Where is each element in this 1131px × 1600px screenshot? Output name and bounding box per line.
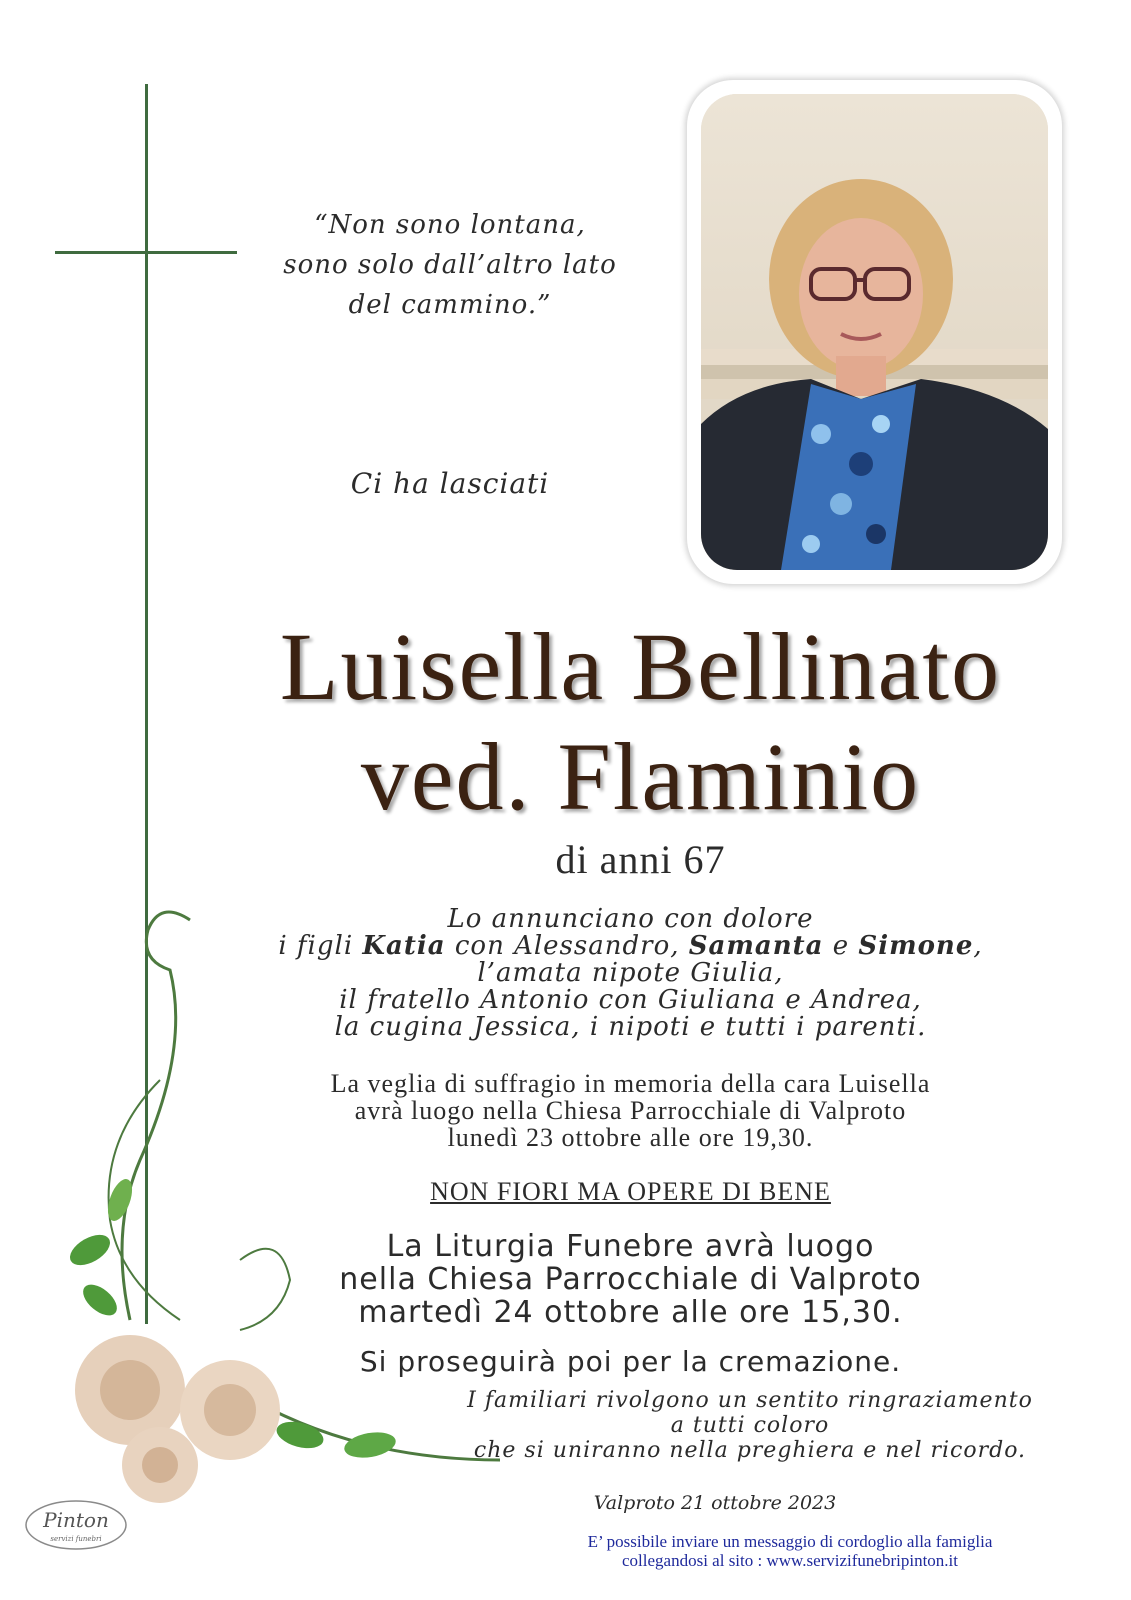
logo-name: Pinton xyxy=(43,1508,109,1532)
thanks-line: che si uniranno nella preghiera e nel ricordo. xyxy=(473,1438,1027,1463)
notice-date: Valproto 21 ottobre 2023 xyxy=(593,1492,837,1514)
condolence-link[interactable]: collegandosi al sito : www.servizifunebripinton.it xyxy=(622,1551,958,1570)
vigil-line: avrà luogo nella Chiesa Parrocchiale di Valproto xyxy=(354,1096,907,1125)
portrait-illustration xyxy=(701,94,1048,570)
announce-text: i figli xyxy=(278,931,363,961)
quote-line: del cammino.” xyxy=(348,290,552,320)
pinton-logo xyxy=(22,1495,130,1555)
announce-text: con Alessandro, xyxy=(445,931,689,961)
thanks-line: a tutti coloro xyxy=(670,1413,830,1438)
cremation-notice: Si proseguirà poi per la cremazione. xyxy=(359,1345,902,1378)
condolence-info xyxy=(480,1532,1100,1570)
vigil-line: lunedì 23 ottobre alle ore 19,30. xyxy=(447,1123,814,1152)
announce-text: e xyxy=(823,931,859,961)
age-text: di anni 67 xyxy=(555,837,726,882)
quote-line: “Non sono lontana, xyxy=(314,210,586,240)
liturgy-line: La Liturgia Funebre avrà luogo xyxy=(386,1229,875,1264)
portrait-photo xyxy=(701,94,1048,570)
liturgy-line: martedì 24 ottobre alle ore 15,30. xyxy=(358,1295,903,1330)
name-line-1: Luisella Bellinato xyxy=(279,613,1002,720)
condolence-line: E’ possibile inviare un messaggio di cordoglio alla famiglia xyxy=(587,1532,993,1551)
thanks-line: I familiari rivolgono un sentito ringraziamento xyxy=(467,1388,1033,1413)
rose-flowers-decoration xyxy=(40,900,520,1540)
family-thanks xyxy=(440,1388,1060,1463)
child-name: Simone xyxy=(858,931,974,961)
no-flowers-notice: NON FIORI MA OPERE DI BENE xyxy=(430,1177,831,1206)
cross-horizontal-bar xyxy=(55,251,237,254)
announce-line: Lo annunciano con dolore xyxy=(447,904,814,934)
quote-line: sono solo dall’altro lato xyxy=(283,250,617,280)
announce-line: il fratello Antonio con Giuliana e Andrea, xyxy=(339,985,922,1015)
liturgy-line: nella Chiesa Parrocchiale di Valproto xyxy=(339,1262,922,1297)
announce-line: l’amata nipote Giulia, xyxy=(477,958,784,988)
vigil-line: La veglia di suffragio in memoria della cara Luisella xyxy=(330,1069,931,1098)
child-name: Samanta xyxy=(688,931,824,961)
ci-ha-lasciati-text: Ci ha lasciati xyxy=(350,467,550,500)
portrait-photo-frame xyxy=(687,80,1062,584)
name-line-2: ved. Flaminio xyxy=(360,723,921,830)
child-name: Katia xyxy=(362,931,446,961)
announce-line: la cugina Jessica, i nipoti e tutti i parenti. xyxy=(334,1012,927,1042)
memorial-quote xyxy=(255,205,645,325)
deceased-name xyxy=(150,612,1131,832)
announce-text: , xyxy=(973,931,983,961)
logo-sub: servizi funebri xyxy=(50,1535,102,1543)
